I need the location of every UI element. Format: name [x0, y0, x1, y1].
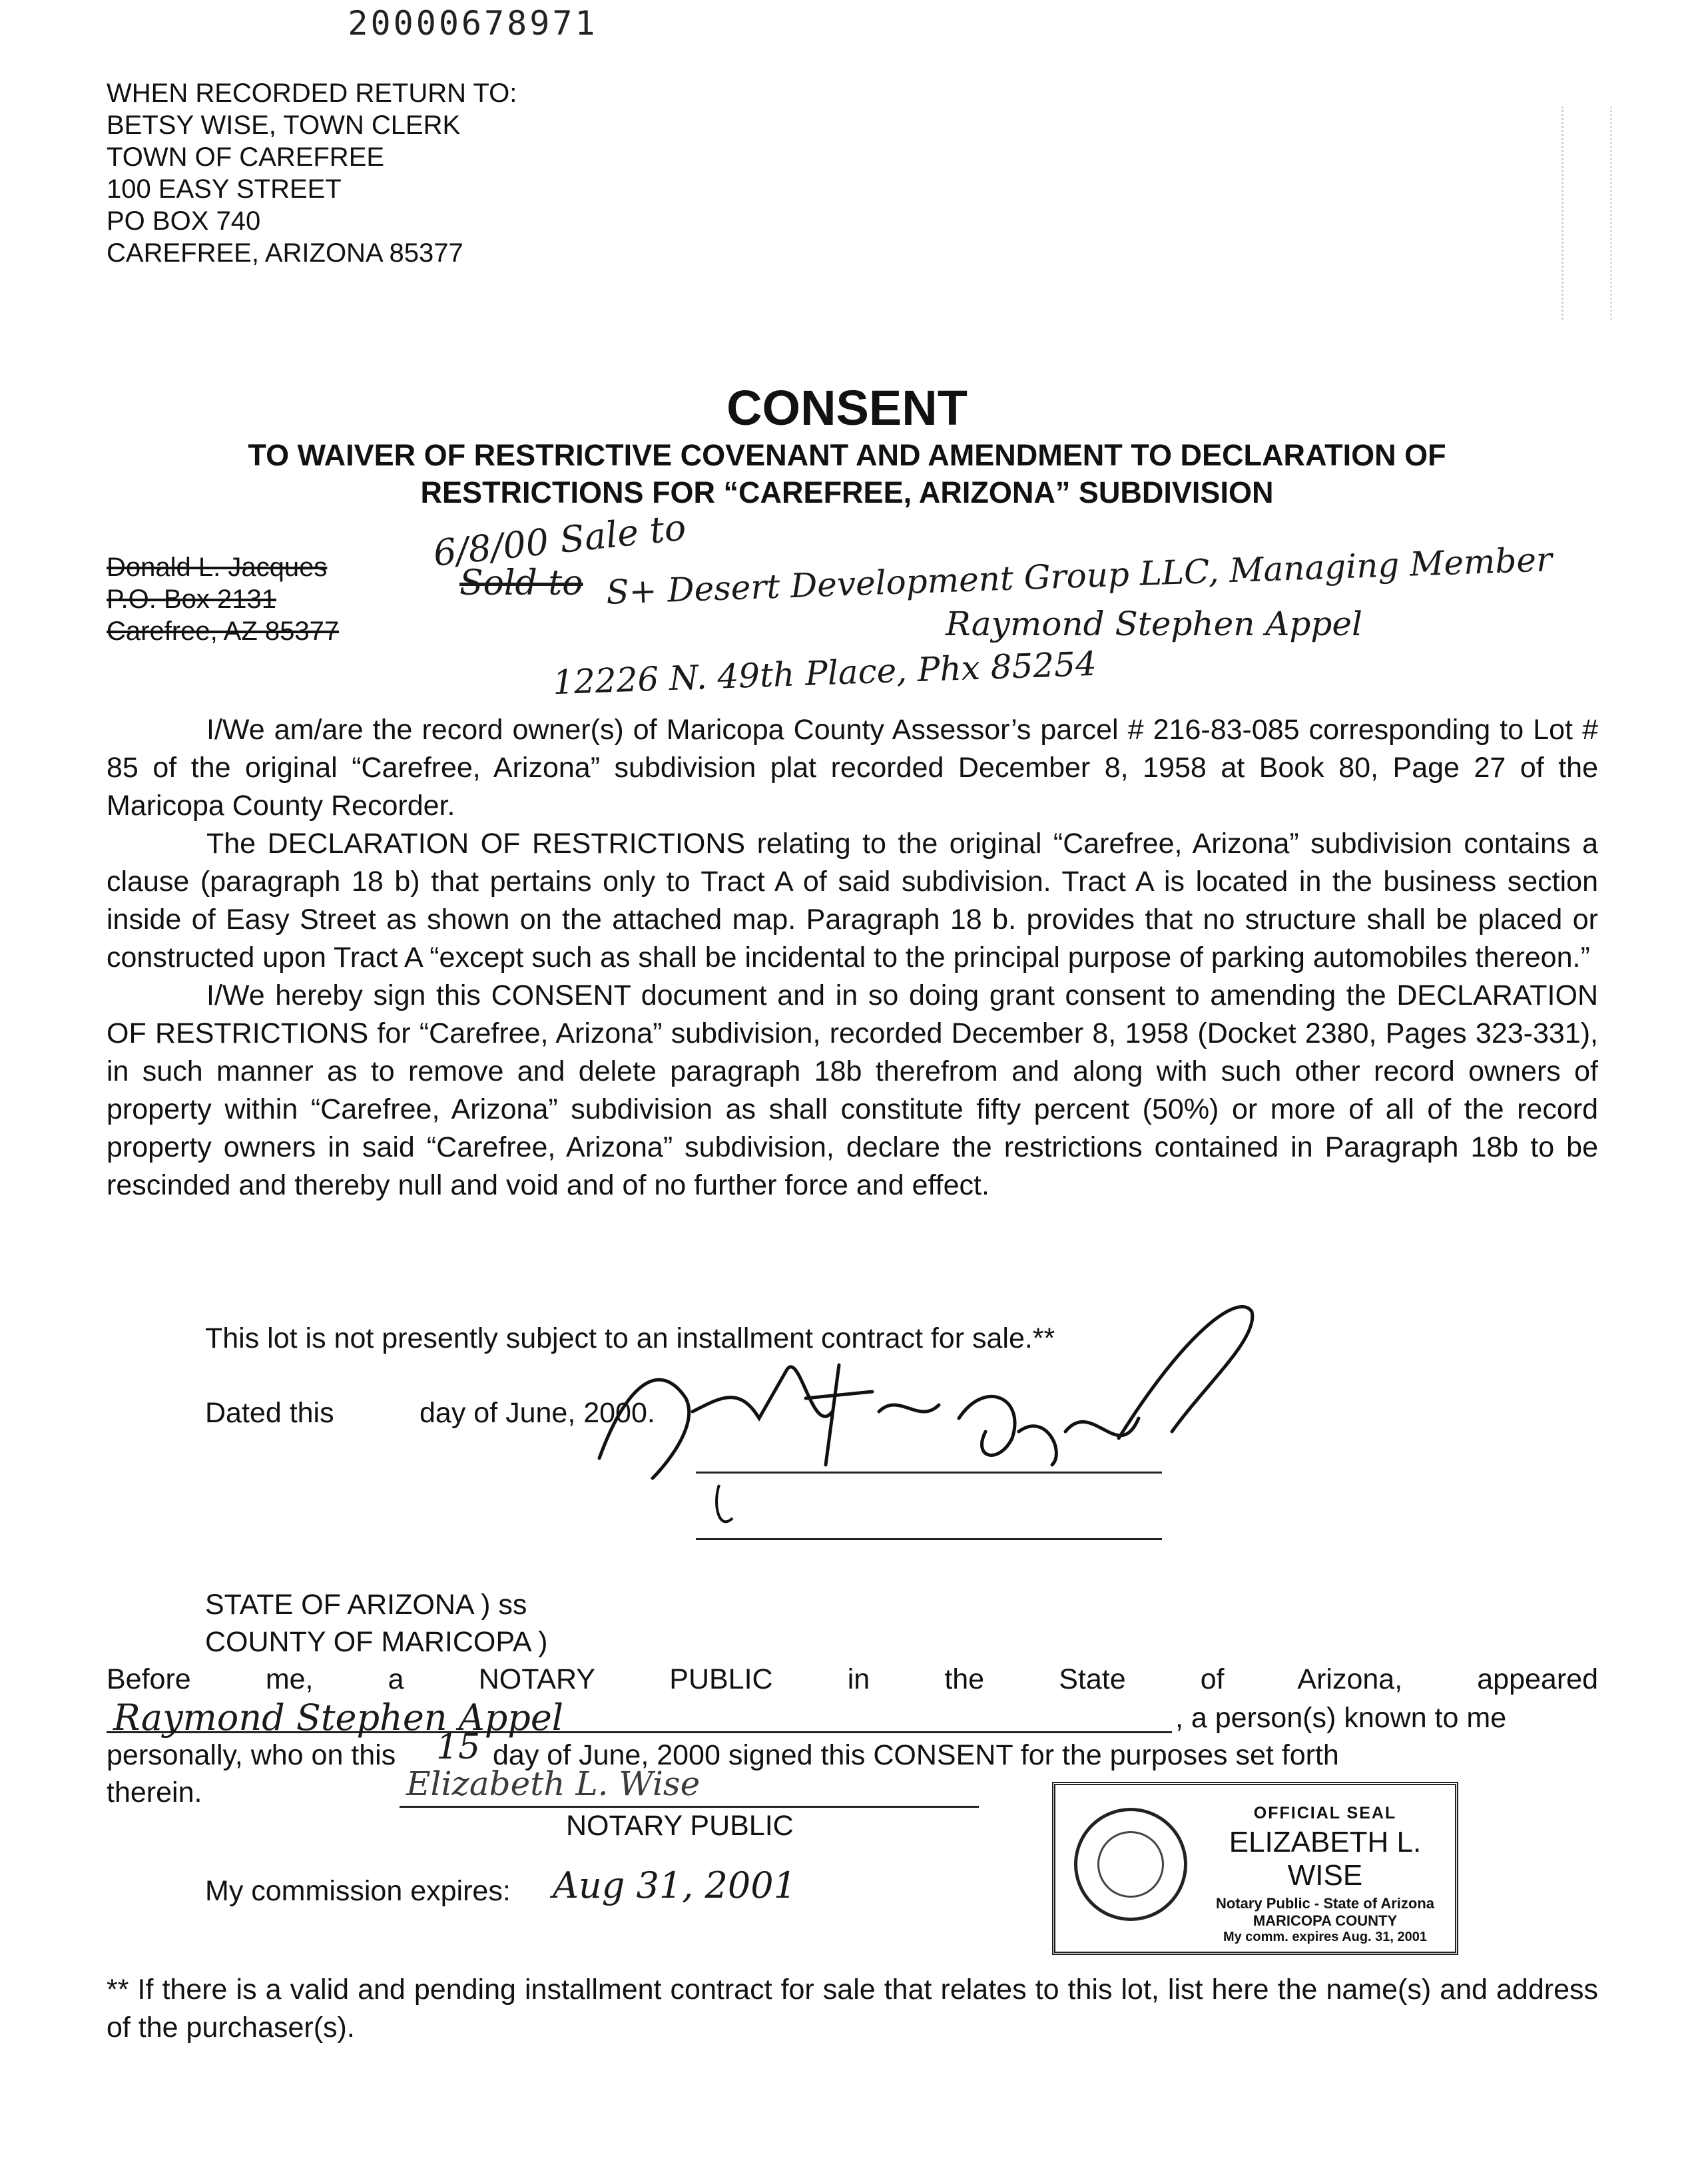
notary-signature-line — [400, 1806, 979, 1808]
dated-rest: day of June, 2000. — [420, 1397, 655, 1429]
county-line: COUNTY OF MARICOPA ) — [205, 1626, 548, 1658]
handwritten-notary-day: 15 — [436, 1727, 481, 1767]
seal-official-label: OFFICIAL SEAL — [1253, 1804, 1397, 1822]
side-barcode-stamp — [1561, 107, 1612, 320]
footnote — [107, 1971, 1598, 2047]
body-paragraph-ownership: I/We am/are the record owner(s) of Maricopa County Assessor’s parcel # 216-83-085 corresponding to Lot # 85 of the original “Carefree, Arizona” subdivision plat recorded December 8, 1958 at Book 80, Page 27 of the Maricopa County Recorder. — [107, 714, 1598, 822]
seal-notary-name: ELIZABETH L. WISE — [1229, 1826, 1422, 1892]
notary-paragraph-line-3b: day of June, 2000 signed this CONSENT for the purposes set forth — [493, 1739, 1339, 1771]
handwritten-member-name: Raymond Stephen Appel — [946, 605, 1363, 643]
return-line: WHEN RECORDED RETURN TO: — [107, 79, 517, 108]
installment-statement: This lot is not presently subject to an installment contract for sale.** — [205, 1322, 1055, 1354]
return-line: PO BOX 740 — [107, 206, 261, 236]
struck-owner-box: P.O. Box 2131 — [107, 585, 276, 614]
notary-seal — [1052, 1782, 1458, 1955]
state-seal-inner-icon — [1097, 1831, 1164, 1898]
return-line: 100 EASY STREET — [107, 174, 342, 204]
state-line: STATE OF ARIZONA ) ss — [205, 1589, 527, 1621]
notary-paragraph-line-1: Before me, a NOTARY PUBLIC in the State of Arizona, appeared — [107, 1663, 1598, 1695]
document-subtitle — [0, 437, 1694, 511]
footnote-text: ** If there is a valid and pending installment contract for sale that relates to this lot, list here the name(s) and address of the purchaser(s). — [107, 1974, 1598, 2044]
handwritten-buyer: S+ Desert Development Group LLC, Managing Member — [605, 540, 1553, 612]
body-paragraph-declaration: The DECLARATION OF RESTRICTIONS relating to the original “Carefree, Arizona” subdivision contains a clause (paragraph 18 b) that pertains only to Tract A of said subdivision. Tract A is located in the business section inside of Easy Street as shown on the attached map. Paragraph 18 b. provides that no structure shall be placed or constructed upon Tract A “except such as shall be incidental to the principal purpose of parking automobiles thereon.” — [107, 828, 1598, 973]
seal-text-block — [1209, 1804, 1442, 1945]
body-paragraph-consent: I/We hereby sign this CONSENT document and in so doing grant consent to amending the DECLARATION OF RESTRICTIONS for “Carefree, Arizona” subdivision, recorded December 8, 1958 (Docket 2380, Pages 323-331), in such manner as to remove and delete paragraph 18b therefrom and along with such other record owners of property within “Carefree, Arizona” subdivision as shall constitute fifty percent (50%) or more of all of the record property owners in said “Carefree, Arizona” subdivision, declare the restrictions contained in Paragraph 18b to be rescinded and thereby null and void and of no further force and effect. — [107, 979, 1598, 1201]
seal-expiry: My comm. expires Aug. 31, 2001 — [1223, 1930, 1428, 1944]
subtitle-line-2: RESTRICTIONS FOR “CAREFREE, ARIZONA” SUBDIVISION — [420, 475, 1274, 509]
handwritten-struck-note: Sold to — [459, 563, 583, 603]
handwritten-notary-person: Raymond Stephen Appel — [113, 1697, 564, 1739]
return-line: CAREFREE, ARIZONA 85377 — [107, 238, 463, 268]
return-line: TOWN OF CAREFREE — [107, 142, 385, 172]
owner-signature — [586, 1265, 1278, 1545]
consent-body — [107, 711, 1598, 1205]
dated-label: Dated this — [205, 1397, 334, 1429]
subtitle-line-1: TO WAIVER OF RESTRICTIVE COVENANT AND AMENDMENT TO DECLARATION OF — [248, 438, 1446, 472]
struck-owner-city: Carefree, AZ 85377 — [107, 617, 340, 646]
seal-county: MARICOPA COUNTY — [1253, 1912, 1398, 1929]
state-seal-icon — [1074, 1808, 1187, 1921]
recording-number: 20000678971 — [348, 4, 598, 43]
signature-line-2 — [696, 1538, 1162, 1540]
handwritten-sale-date: 6/8/00 Sale to — [431, 506, 689, 575]
return-line: BETSY WISE, TOWN CLERK — [107, 111, 461, 140]
notary-paragraph-line-3a: personally, who on this — [107, 1739, 396, 1771]
struck-owner-block — [107, 551, 339, 647]
seal-notary-state: Notary Public - State of Arizona — [1215, 1895, 1434, 1912]
document-title: CONSENT — [726, 380, 968, 435]
notary-signature: Elizabeth L. Wise — [406, 1765, 701, 1803]
return-address-block — [107, 77, 517, 269]
handwritten-commission-date: Aug 31, 2001 — [553, 1864, 796, 1906]
notary-paragraph-line-4: therein. — [107, 1776, 202, 1808]
struck-owner-name: Donald L. Jacques — [107, 553, 328, 582]
notary-paragraph-line-2: , a person(s) known to me — [1175, 1702, 1507, 1734]
signature-line-1 — [696, 1472, 1162, 1474]
commission-label: My commission expires: — [205, 1875, 511, 1907]
handwritten-address: 12226 N. 49th Place, Phx 85254 — [552, 644, 1097, 702]
notary-public-label: NOTARY PUBLIC — [566, 1810, 794, 1842]
